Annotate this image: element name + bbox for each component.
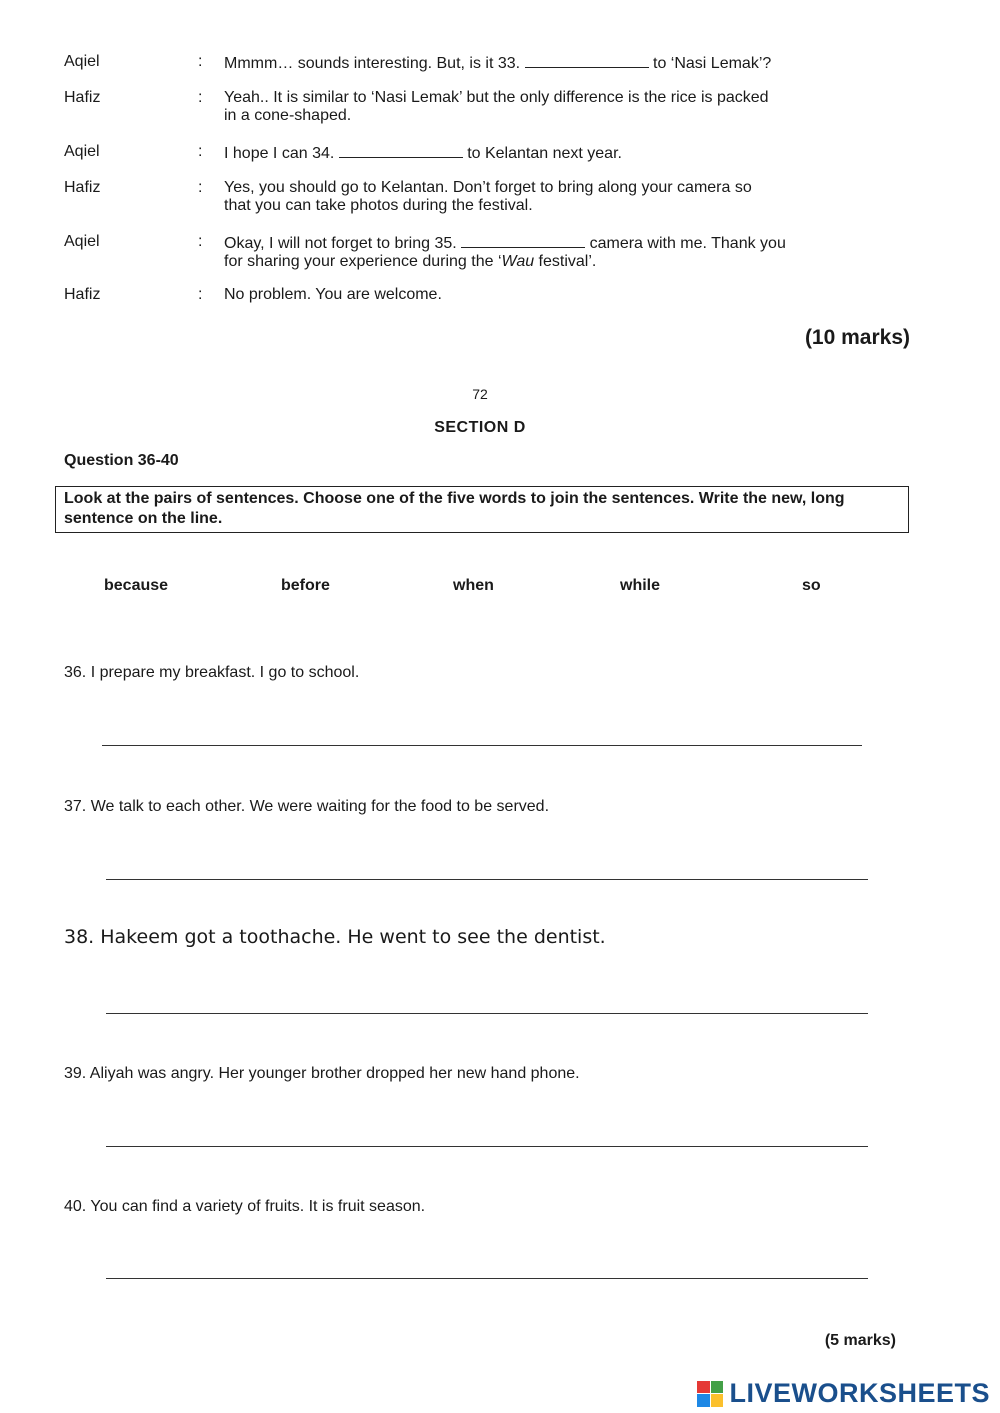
dialogue-text: Okay, I will not forget to bring 35. xyxy=(224,235,462,252)
dialogue-text: that you can take photos during the festival. xyxy=(224,197,533,214)
dialogue-text: Yeah.. It is similar to ‘Nasi Lemak’ but the only difference is the rice is packed xyxy=(224,89,769,106)
dialogue-line xyxy=(224,179,934,215)
speaker-name: Aqiel xyxy=(64,233,100,250)
dialogue-line: No problem. You are welcome. xyxy=(224,286,442,303)
answer-line-37[interactable] xyxy=(106,879,868,880)
colon: : xyxy=(198,143,203,160)
colon: : xyxy=(198,53,203,70)
word-while: while xyxy=(620,577,661,594)
question-heading: Question 36-40 xyxy=(64,452,179,469)
answer-line-40[interactable] xyxy=(106,1278,868,1279)
marks-label: (5 marks) xyxy=(824,1332,896,1349)
instruction-box: Look at the pairs of sentences. Choose one of the five words to join the sentences. Write the new, long sentence on the line. xyxy=(55,486,909,533)
dialogue-text: I hope I can 34. xyxy=(224,145,339,162)
answer-line-36[interactable] xyxy=(102,745,862,746)
blank-33[interactable] xyxy=(525,53,649,68)
dialogue-line xyxy=(224,53,934,73)
speaker-name: Aqiel xyxy=(64,53,100,70)
blank-34[interactable] xyxy=(339,143,463,158)
speaker-name: Hafiz xyxy=(64,89,101,106)
dialogue-text: Yes, you should go to Kelantan. Don’t forget to bring along your camera so xyxy=(224,179,752,196)
dialogue-text: to Kelantan next year. xyxy=(462,145,622,162)
answer-line-38[interactable] xyxy=(106,1013,868,1014)
word-when: when xyxy=(453,577,494,594)
colon: : xyxy=(198,179,203,196)
question-37: 37. We talk to each other. We were waiting for the food to be served. xyxy=(64,798,550,815)
colon: : xyxy=(198,286,203,303)
dialogue-line xyxy=(224,233,934,271)
dialogue-text: camera with me. Thank you xyxy=(585,235,786,252)
word-before: before xyxy=(281,577,330,594)
page-number: 72 xyxy=(472,386,488,402)
speaker-name: Hafiz xyxy=(64,179,101,196)
colon: : xyxy=(198,89,203,106)
dialogue-text: to ‘Nasi Lemak’? xyxy=(648,55,772,72)
dialogue-text: for sharing your experience during the ‘ xyxy=(224,253,502,270)
dialogue-line xyxy=(224,89,934,125)
logo-text: LIVEWORKSHEETS xyxy=(729,1378,990,1408)
marks-label: (10 marks) xyxy=(804,326,910,349)
section-title: SECTION D xyxy=(434,419,526,436)
question-36: 36. I prepare my breakfast. I go to school. xyxy=(64,664,360,681)
speaker-name: Hafiz xyxy=(64,286,101,303)
wau-italic: Wau xyxy=(501,253,535,270)
speaker-name: Aqiel xyxy=(64,143,100,160)
dialogue-text: festival’. xyxy=(534,253,597,270)
colon: : xyxy=(198,233,203,250)
question-39: 39. Aliyah was angry. Her younger brother dropped her new hand phone. xyxy=(64,1065,580,1082)
word-because: because xyxy=(104,577,169,594)
blank-35[interactable] xyxy=(461,233,585,248)
dialogue-line xyxy=(224,143,934,163)
answer-line-39[interactable] xyxy=(106,1146,868,1147)
dialogue-text: Mmmm… sounds interesting. But, is it 33. xyxy=(224,55,525,72)
question-38: 38. Hakeem got a toothache. He went to see the dentist. xyxy=(64,926,606,948)
dialogue-text: in a cone-shaped. xyxy=(224,107,352,124)
liveworksheets-logo[interactable] xyxy=(697,1378,990,1409)
word-so: so xyxy=(802,577,821,594)
liveworksheets-logo-icon xyxy=(697,1381,723,1407)
question-40: 40. You can find a variety of fruits. It is fruit season. xyxy=(64,1198,426,1215)
